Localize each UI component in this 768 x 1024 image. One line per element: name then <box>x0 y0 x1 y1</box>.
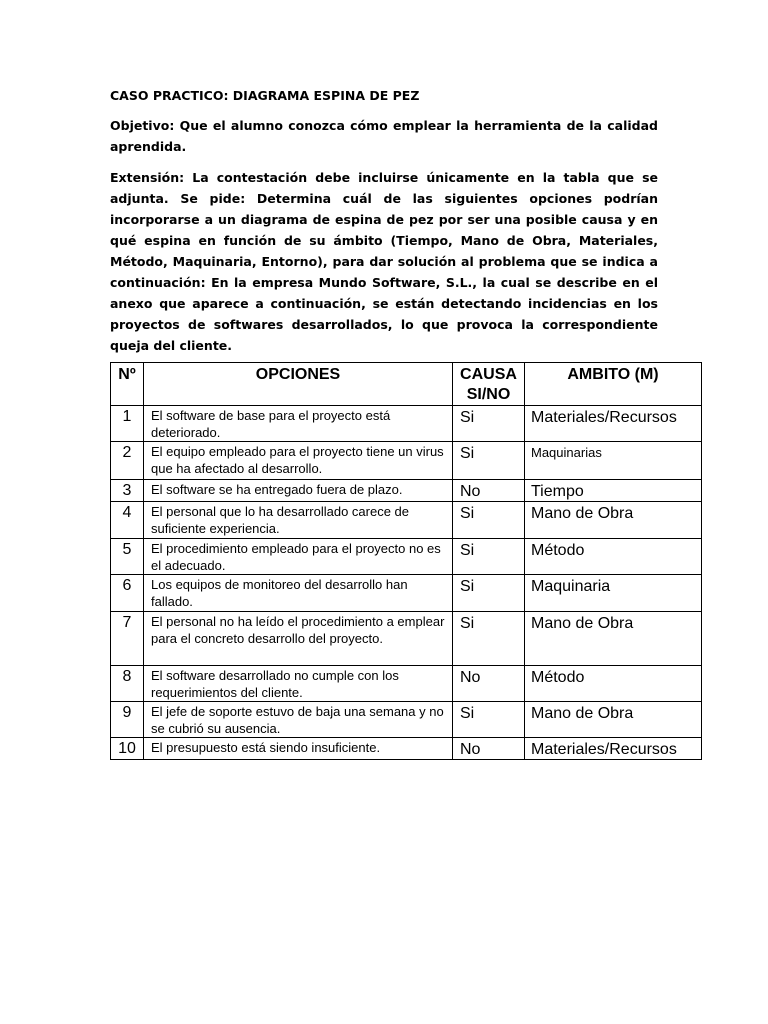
table-row <box>111 612 702 666</box>
table-row <box>111 406 702 442</box>
row-causa: No <box>453 666 525 702</box>
row-ambito: Método <box>525 666 702 702</box>
row-num: 10 <box>111 738 144 760</box>
row-num: 3 <box>111 480 144 502</box>
row-ambito: Maquinaria <box>525 575 702 612</box>
table-row <box>111 539 702 575</box>
row-option: El equipo empleado para el proyecto tiene un virus que ha afectado al desarrollo. <box>144 442 453 480</box>
row-num: 5 <box>111 539 144 575</box>
row-option: El software desarrollado no cumple con los requerimientos del cliente. <box>144 666 453 702</box>
extension-paragraph: Extensión: La contestación debe incluirse únicamente en la tabla que se adjunta. Se pide: Determina cuál de las siguientes opciones podrían incorporarse a un diagrama de espina de pez por ser una posible causa y en qué espina en función de su ámbito (Tiempo, Mano de Obra, Materiales, Método, Maquinaria, Entorno), para dar solución al problema que se indica a continuación: En la empresa Mundo Software, S.L., la cual se describe en el anexo que aparece a continuación, se están detectando incidencias en los proyectos de softwares desarrollados, lo que provoca la correspondiente queja del cliente. <box>110 170 658 353</box>
row-causa: Si <box>453 442 525 480</box>
table-row <box>111 502 702 539</box>
row-causa: Si <box>453 502 525 539</box>
header-ambito: AMBITO (M) <box>525 363 702 406</box>
row-ambito: Materiales/Recursos <box>525 406 702 442</box>
row-num: 1 <box>111 406 144 442</box>
row-option: El software se ha entregado fuera de plazo. <box>144 480 453 502</box>
row-ambito: Maquinarias <box>525 442 702 480</box>
row-option: El procedimiento empleado para el proyecto no es el adecuado. <box>144 539 453 575</box>
row-option: Los equipos de monitoreo del desarrollo han fallado. <box>144 575 453 612</box>
row-causa: No <box>453 480 525 502</box>
row-causa: Si <box>453 406 525 442</box>
table-row <box>111 702 702 738</box>
row-num: 9 <box>111 702 144 738</box>
table-row <box>111 738 702 760</box>
table-row <box>111 442 702 480</box>
row-causa: Si <box>453 539 525 575</box>
table-row <box>111 480 702 502</box>
row-num: 8 <box>111 666 144 702</box>
row-causa: No <box>453 738 525 760</box>
row-option: El presupuesto está siendo insuficiente. <box>144 738 453 760</box>
objective-paragraph: Objetivo: Que el alumno conozca cómo emplear la herramienta de la calidad aprendida. <box>110 118 658 154</box>
row-option: El software de base para el proyecto está deteriorado. <box>144 406 453 442</box>
row-option: El jefe de soporte estuvo de baja una semana y no se cubrió su ausencia. <box>144 702 453 738</box>
table-header-row <box>111 363 702 406</box>
header-opciones: OPCIONES <box>144 363 453 406</box>
header-num: Nº <box>111 363 144 406</box>
row-causa: Si <box>453 575 525 612</box>
table-row <box>111 666 702 702</box>
row-num: 2 <box>111 442 144 480</box>
options-table <box>110 362 702 760</box>
row-ambito: Materiales/Recursos <box>525 738 702 760</box>
header-causa: CAUSA SI/NO <box>453 363 525 406</box>
row-ambito: Tiempo <box>525 480 702 502</box>
page-title: CASO PRACTICO: DIAGRAMA ESPINA DE PEZ <box>110 88 420 103</box>
row-option: El personal no ha leído el procedimiento a emplear para el concreto desarrollo del proyecto. <box>144 612 453 666</box>
row-num: 6 <box>111 575 144 612</box>
row-num: 7 <box>111 612 144 666</box>
row-causa: Si <box>453 702 525 738</box>
row-ambito: Mano de Obra <box>525 612 702 666</box>
row-ambito: Mano de Obra <box>525 702 702 738</box>
row-option: El personal que lo ha desarrollado carece de suficiente experiencia. <box>144 502 453 539</box>
row-ambito: Mano de Obra <box>525 502 702 539</box>
row-ambito: Método <box>525 539 702 575</box>
table-row <box>111 575 702 612</box>
row-causa: Si <box>453 612 525 666</box>
row-num: 4 <box>111 502 144 539</box>
